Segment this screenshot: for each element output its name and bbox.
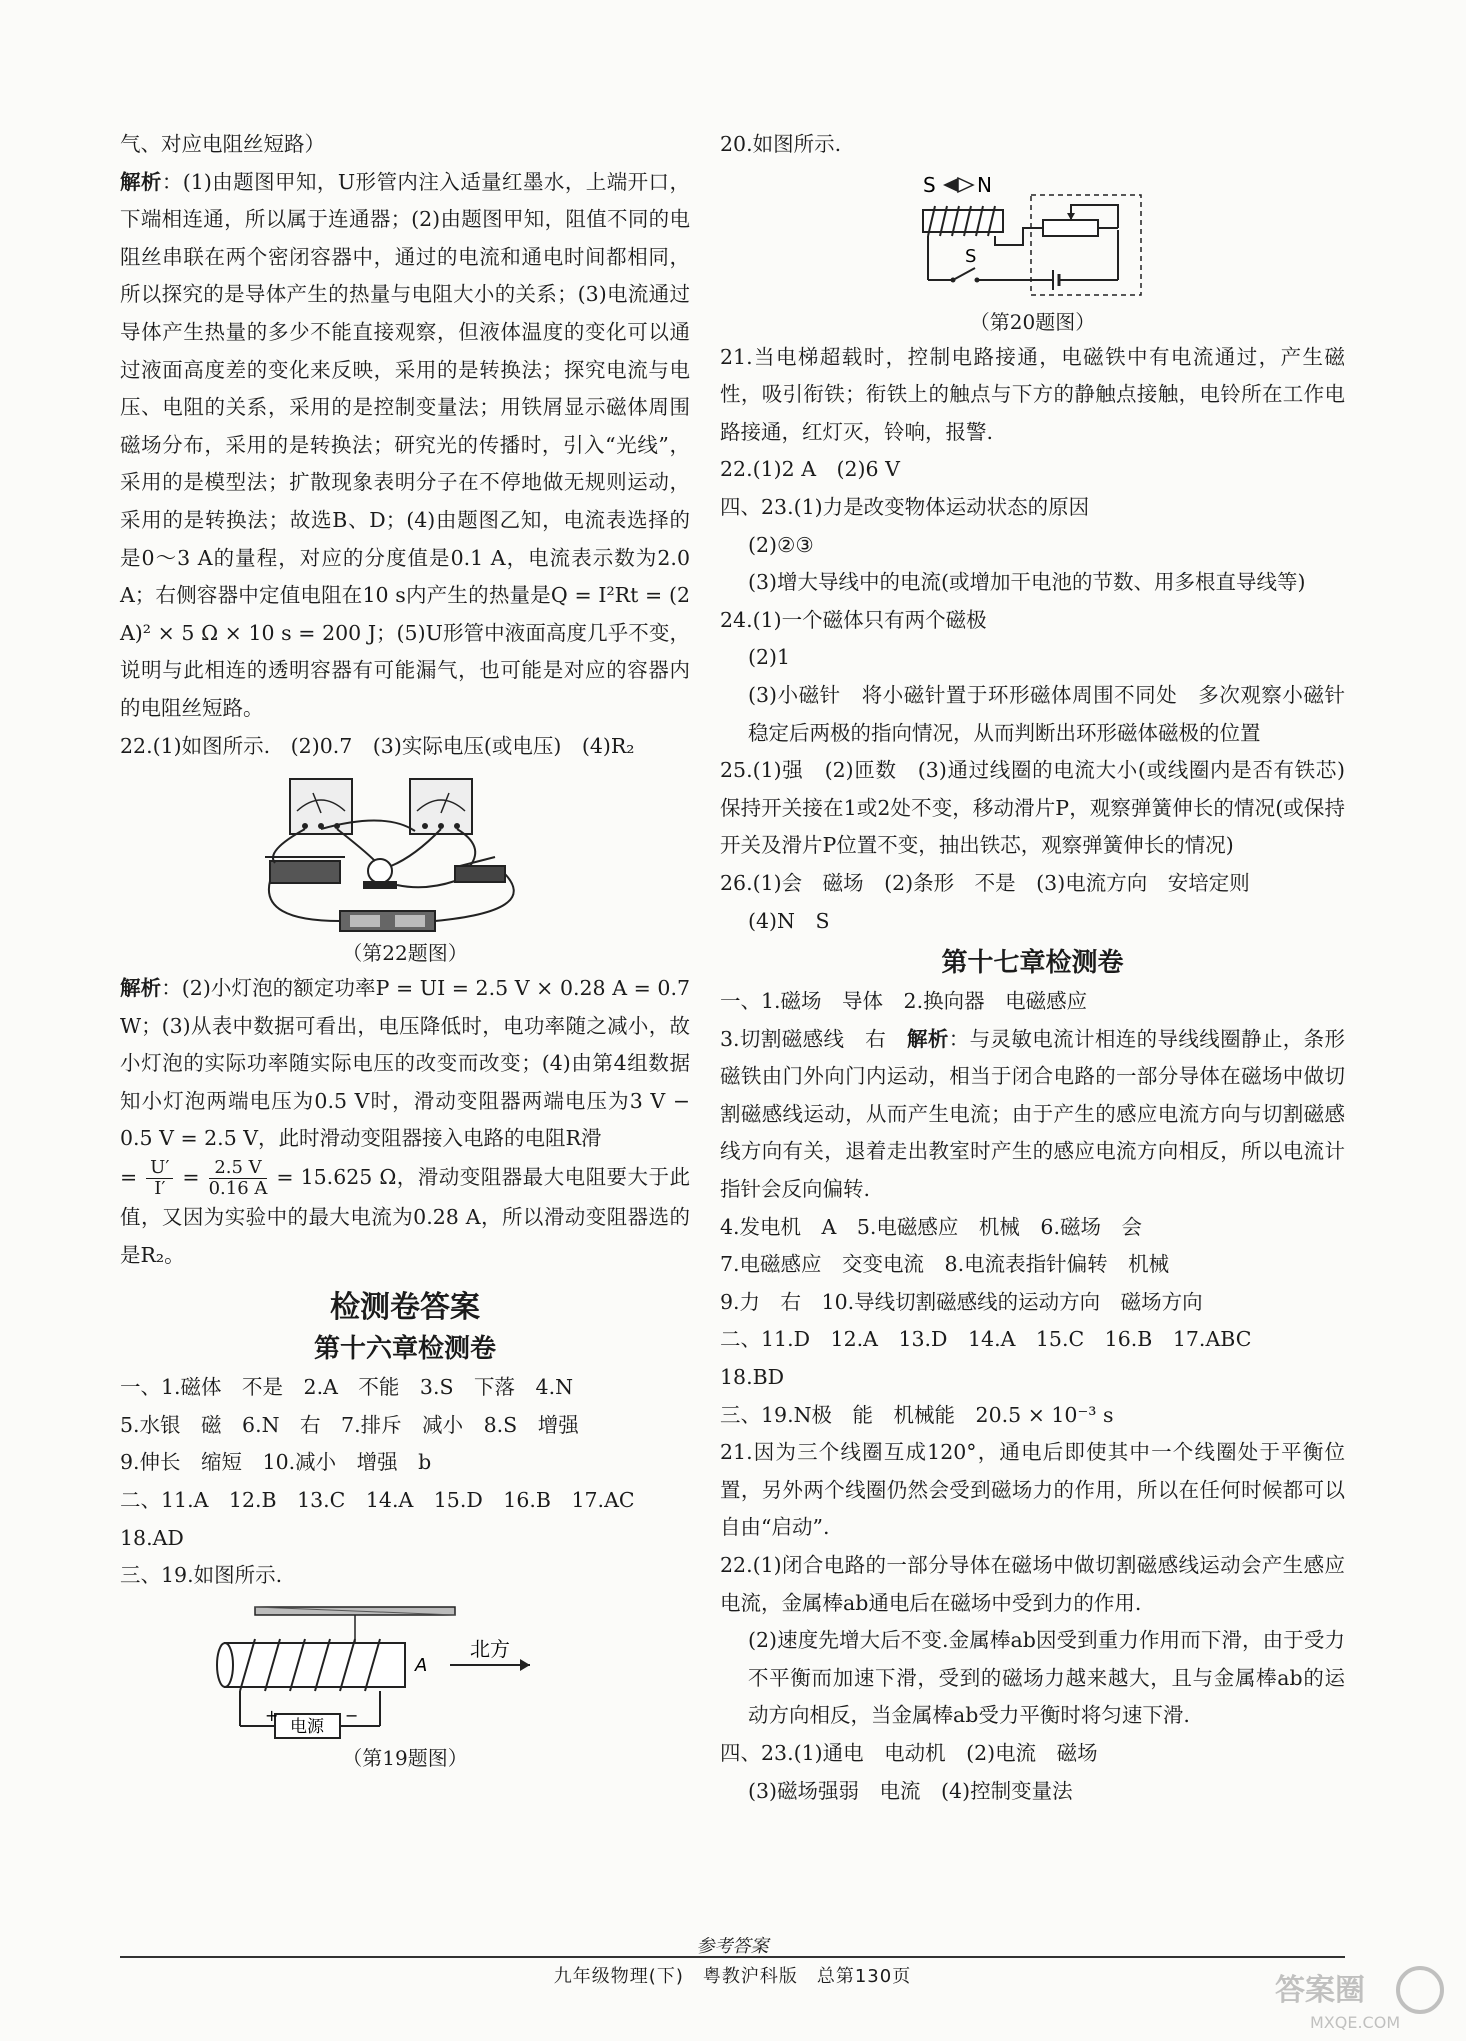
page-footer bbox=[120, 1930, 1345, 1988]
answer-line: 二、11.D 12.A 13.D 14.A 15.C 16.B 17.ABC bbox=[720, 1327, 1252, 1352]
answer-line: 22.(1)2 A (2)6 V bbox=[720, 457, 900, 482]
switch-label: S bbox=[964, 245, 976, 267]
figure-caption: （第22题图） bbox=[342, 941, 468, 966]
minus-sign: − bbox=[345, 1705, 359, 1725]
analysis-text: ：与灵敏电流计相连的导线线圈静止，条形磁铁由门外向门内运动，相当于闭合电路的一部分导体在磁场中做切割磁感线运动，从而产生电流；由于产生的感应电流方向与切割磁感线方向有关，退着走出教室时产生的感应电流方向相反，所以电流计指针会反向偏转. bbox=[720, 1026, 1346, 1202]
answer-line: 9.力 右 10.导线切割磁感线的运动方向 磁场方向 bbox=[720, 1289, 1203, 1314]
answer-line: (4)N S bbox=[748, 908, 830, 933]
answer-line: 4.发电机 A 5.电磁感应 机械 6.磁场 会 bbox=[720, 1214, 1142, 1239]
right-column bbox=[720, 126, 1366, 1810]
answer-line: (2)1 bbox=[748, 645, 791, 670]
answer-line: (2)速度先增大后不变.金属棒ab因受到重力作用而下滑，由于受力不平衡而加速下滑，受到的磁场力越来越大，且与金属棒ab的运动方向相反，当金属棒ab受力平衡时将匀速下滑. bbox=[748, 1628, 1345, 1728]
answer-line: 三、19.如图所示. bbox=[120, 1563, 283, 1588]
north-label: 北方 bbox=[470, 1636, 510, 1661]
answer-line: (3)增大导线中的电流(或增加干电池的节数、用多根直导线等) bbox=[748, 570, 1306, 595]
answer-line: 21.当电梯超载时，控制电路接通，电磁铁中有电流通过，产生磁性，吸引衔铁；衔铁上的触点与下方的静触点接触，电铃所在工作电路接通，红灯灭，铃响，报警. bbox=[720, 344, 1345, 444]
analysis-text: = 15.625 Ω，滑动变阻器最大电阻要大于此值，又因为实验中的最大电流为0.28 A，所以滑动变阻器选的是R₂。 bbox=[120, 1165, 690, 1267]
chapter-heading: 第十六章检测卷 bbox=[313, 1334, 496, 1365]
watermark-logo bbox=[1270, 1960, 1450, 2035]
answer-line: 18.BD bbox=[720, 1365, 785, 1390]
section-heading: 检测卷答案 bbox=[330, 1290, 480, 1326]
analysis-label: 解析 bbox=[120, 169, 162, 194]
answer-line: 二、11.A 12.B 13.C 14.A 15.D 16.B 17.AC bbox=[120, 1488, 635, 1513]
left-column bbox=[120, 126, 690, 1775]
answer-line: 7.电磁感应 交变电流 8.电流表指针偏转 机械 bbox=[720, 1252, 1170, 1277]
answer-line: 26.(1)会 磁场 (2)条形 不是 (3)电流方向 安培定则 bbox=[720, 870, 1250, 895]
answer-line: 气、对应电阻丝短路） bbox=[120, 132, 325, 156]
answer-line: 四、23.(1)通电 电动机 (2)电流 磁场 bbox=[720, 1740, 1098, 1765]
fraction: $\frac{2.5 V}{0.16 A}$ bbox=[208, 1157, 268, 1200]
answer-line: 20.如图所示. bbox=[720, 132, 842, 156]
answer-line: 21.因为三个线圈互成120°，通电后即使其中一个线圈处于平衡位置，另外两个线圈仍然会受到磁场力的作用，所以在任何时候都可以自由“启动”. bbox=[720, 1440, 1345, 1540]
svg-text:MXQE.COM: MXQE.COM bbox=[1310, 2013, 1401, 2032]
answer-line: 24.(1)一个磁体只有两个磁极 bbox=[720, 607, 987, 632]
analysis-text: ：(2)小灯泡的额定功率P = UI = 2.5 V × 0.28 A = 0.7 W；(3)从表中数据可看出，电压降低时，电功率随之减小，故小灯泡的实际功率随实际电压的改变而改变；(4)由第4组数据知小灯泡两端电压为0.5 V时，滑动变阻器两端电压为3 V − 0.5 V = 2.5 V，此时滑动变阻器接入电路的电阻R滑 bbox=[120, 976, 690, 1151]
analysis-label: 解析 bbox=[120, 976, 162, 1001]
answer-line: 22.(1)闭合电路的一部分导体在磁场中做切割磁感线运动会产生感应电流，金属棒ab通电后在磁场中受到力的作用. bbox=[720, 1553, 1345, 1615]
analysis-text: ：(1)由题图甲知，U形管内注入适量红墨水，上端开口，下端相连通，所以属于连通器；(2)由题图甲知，阻值不同的电阻丝串联在两个密闭容器中，通过的电流和通电时间都相同，所以探究的是导体产生的热量与电阻大小的关系；(3)电流通过导体产生热量的多少不能直接观察，但液体温度的变化可以通过液面高度差的变化来反映，采用的是转换法；探究电流与电压、电阻的关系，采用的是控制变量法；用铁屑显示磁体周围磁场分布，采用的是转换法；研究光的传播时，引入“光线”，采用的是模型法；扩散现象表明分子在不停地做无规则运动，采用的是转换法；故选B、D；(4)由题图乙知，电流表选择的是0～3 A的量程，对应的分度值是0.1 A，电流表示数为2.0 A；右侧容器中定值电阻在10 s内产生的热量是Q = I²Rt = (2 A)² × 5 Ω × 10 s = 200 J；(5)U形管中液面高度几乎不变，说明与此相连的透明容器有可能漏气，也可能是对应的容器内的电阻丝短路。 bbox=[120, 169, 690, 720]
compass-n-label: N bbox=[976, 172, 992, 197]
figure-caption: （第19题图） bbox=[342, 1745, 468, 1770]
footer-page-info: 九年级物理(下) 粤教沪科版 总第130页 bbox=[553, 1966, 912, 1987]
figure-19-solenoid bbox=[195, 1601, 615, 1741]
answer-line: 9.伸长 缩短 10.减小 增强 b bbox=[120, 1450, 432, 1475]
answer-line: 三、19.N极 能 机械能 20.5 × 10⁻³ s bbox=[720, 1402, 1114, 1427]
svg-text:答案圈: 答案圈 bbox=[1275, 1973, 1365, 2008]
answer-analysis: 3.切割磁感线 右 解析：与灵敏电流计相连的导线线圈静止，条形磁铁由门外向门内运动，相当于闭合电路的一部分导体在磁场中做切割磁感线运动，从而产生电流；由于产生的感应电流方向与切割磁感线方向有关，退着走出教室时产生的感应电流方向相反，所以电流计指针会反向偏转. bbox=[720, 1026, 1346, 1202]
answer-line: 18.AD bbox=[120, 1525, 184, 1550]
analysis-label: 解析 bbox=[906, 1026, 949, 1051]
figure-20-circuit bbox=[913, 170, 1153, 305]
answer-line: 一、1.磁体 不是 2.A 不能 3.S 下落 4.N bbox=[120, 1375, 574, 1400]
answer-line: (3)磁场强弱 电流 (4)控制变量法 bbox=[748, 1778, 1073, 1803]
answer-line: 四、23.(1)力是改变物体运动状态的原因 bbox=[720, 494, 1090, 519]
point-a-label: A bbox=[415, 1654, 428, 1676]
plus-sign: + bbox=[265, 1705, 279, 1725]
answer-line: 5.水银 磁 6.N 右 7.排斥 减小 8.S 增强 bbox=[120, 1412, 579, 1437]
chapter-heading: 第十七章检测卷 bbox=[941, 948, 1124, 979]
figure-22-circuit bbox=[255, 771, 555, 936]
compass-s-label: S bbox=[922, 172, 936, 197]
footer-title: 参考答案 bbox=[696, 1936, 769, 1957]
answer-line: (3)小磁针 将小磁针置于环形磁体周围不同处 多次观察小磁针稳定后两极的指向情况，从而判断出环形磁体磁极的位置 bbox=[748, 682, 1345, 745]
figure-caption: （第20题图） bbox=[969, 309, 1096, 334]
answer-analysis bbox=[120, 970, 690, 1158]
answer-line: 一、1.磁场 导体 2.换向器 电磁感应 bbox=[720, 989, 1088, 1014]
fraction: $\frac{U'}{I'}$ bbox=[146, 1158, 173, 1199]
answer-line: 22.(1)如图所示. (2)0.7 (3)实际电压(或电压) (4)R₂ bbox=[120, 733, 635, 758]
answer-line: 25.(1)强 (2)匝数 (3)通过线圈的电流大小(或线圈内是否有铁芯) 保持开关接在1或2处不变，移动滑片P，观察弹簧伸长的情况(或保持开关及滑片P位置不变，抽出铁芯，观察弹簧伸长的情况) bbox=[720, 758, 1366, 858]
power-supply-label: 电源 bbox=[290, 1716, 324, 1737]
answer-line: (2)②③ bbox=[748, 532, 814, 557]
answer-analysis: = $\frac{U'}{I'}$ = $\frac{2.5 V}{0.16 A}$ = 15.625 Ω，滑动变阻器最大电阻要大于此值，又因为实验中的最大电流为0.28 A，所以滑动变阻器选的是R₂。 bbox=[120, 1157, 690, 1267]
answer-analysis bbox=[120, 164, 690, 728]
